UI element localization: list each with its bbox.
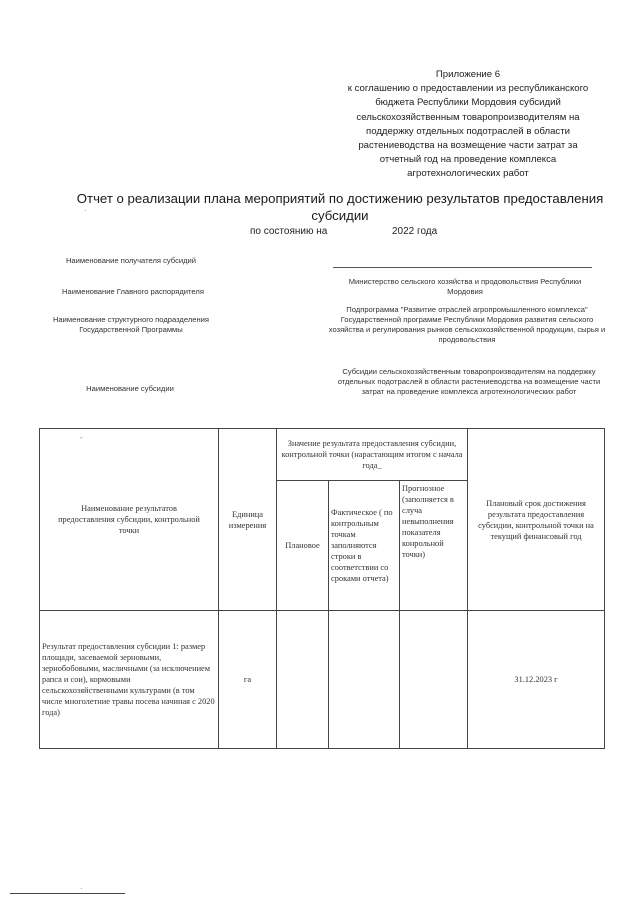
as-of-label: по состоянию на	[250, 226, 328, 237]
header-forecast-text: Прогнозное (заполняется в случа невыполнения показателя конрольной точки)	[402, 484, 454, 559]
header-actual-text: Фактическое ( по контрольным точкам заполняются строки в соответствии со сроками отчета)	[331, 508, 393, 583]
scan-dot: -	[80, 433, 83, 442]
header-actual	[329, 481, 400, 611]
division-value: Подпрограмма "Развитие отраслей агропромышленного комплекса" Государственной программе Республики Мордовия развития сельского хозяйства и регулирования рынков сельскохозяйственной продукции, сырья и продовольствия	[328, 305, 606, 344]
header-unit-text: Единица измерения	[228, 509, 267, 530]
row-forecast	[400, 611, 468, 749]
row-unit	[219, 611, 277, 749]
report-title-line2: субсидии	[311, 208, 369, 223]
row-unit-text: га	[243, 675, 252, 684]
manager-value: Министерство сельского хозяйства и продовольствия Республики Мордовия	[348, 277, 582, 296]
header-deadline-text: Плановый срок достижения результата предоставления субсидии, контрольной точки на текущий финансовый год	[478, 498, 594, 541]
header-deadline	[468, 429, 605, 611]
appendix-line: к соглашению о предоставлении из республиканского	[347, 83, 589, 95]
table-row	[40, 611, 605, 749]
header-value-group-text: Значение результата предоставления субсидии, контрольной точки (нарастающим итогом с начала года_	[281, 439, 463, 470]
footer-rule	[10, 893, 125, 894]
report-year: 2022 года	[392, 226, 438, 237]
scan-dot: ·	[84, 206, 87, 215]
subsidy-value: Субсидии сельскохозяйственным товаропроизводителям на поддержку отдельных подотраслей в области растениеводства на возмещение части затрат на проведение комплекса агротехнологических работ	[337, 367, 601, 396]
appendix-line: Приложение 6	[435, 69, 501, 80]
header-planned-text: Плановое	[285, 541, 320, 550]
division-label: Наименование структурного подразделения Государственной Программы	[52, 315, 210, 334]
header-unit	[219, 429, 277, 611]
header-planned	[277, 481, 329, 611]
subsidy-label: Наименование субсидии	[86, 384, 174, 393]
scan-dot: ·	[80, 884, 83, 893]
row-result-name-text: Результат предоставления субсидии 1: размер площади, засеваемой зерновыми, зернобобовыми, масличными (за исключением рапса и сои), кормовыми сельскохозяйственными культурами (в том числе многолетние травы посева начиная с 2020 года)	[42, 642, 215, 717]
appendix-line: сельскохозяйственным товаропроизводителям на	[356, 111, 580, 123]
appendix-line: агротехнологических работ	[407, 168, 529, 180]
header-value-group	[277, 429, 468, 481]
appendix-header	[330, 68, 606, 182]
header-result-name-text: Наименование результатов предоставления субсидии, контрольной точки	[58, 504, 200, 535]
appendix-line: поддержку отдельных подотраслей в области	[366, 125, 570, 137]
row-planned	[277, 611, 329, 749]
as-of-line	[250, 226, 438, 237]
report-title-line1: Отчет о реализации плана мероприятий по достижению результатов предоставления	[76, 191, 604, 206]
row-deadline	[468, 611, 605, 749]
recipient-label: Наименование получателя субсидий	[65, 256, 197, 265]
appendix-line: отчетный год на проведение комплекса	[379, 154, 557, 166]
report-table	[39, 428, 605, 749]
report-title	[70, 190, 610, 224]
row-deadline-text: 31.12.2023 г	[514, 675, 558, 684]
header-forecast	[400, 481, 468, 611]
row-result-name	[40, 611, 219, 749]
header-result-name	[40, 429, 219, 611]
recipient-underline	[333, 267, 592, 268]
appendix-line: бюджета Республики Мордовия субсидий	[375, 97, 561, 109]
row-actual	[329, 611, 400, 749]
manager-label: Наименование Главного распорядителя	[62, 287, 204, 296]
appendix-line: растениеводства на возмещение части затрат за	[358, 140, 578, 152]
